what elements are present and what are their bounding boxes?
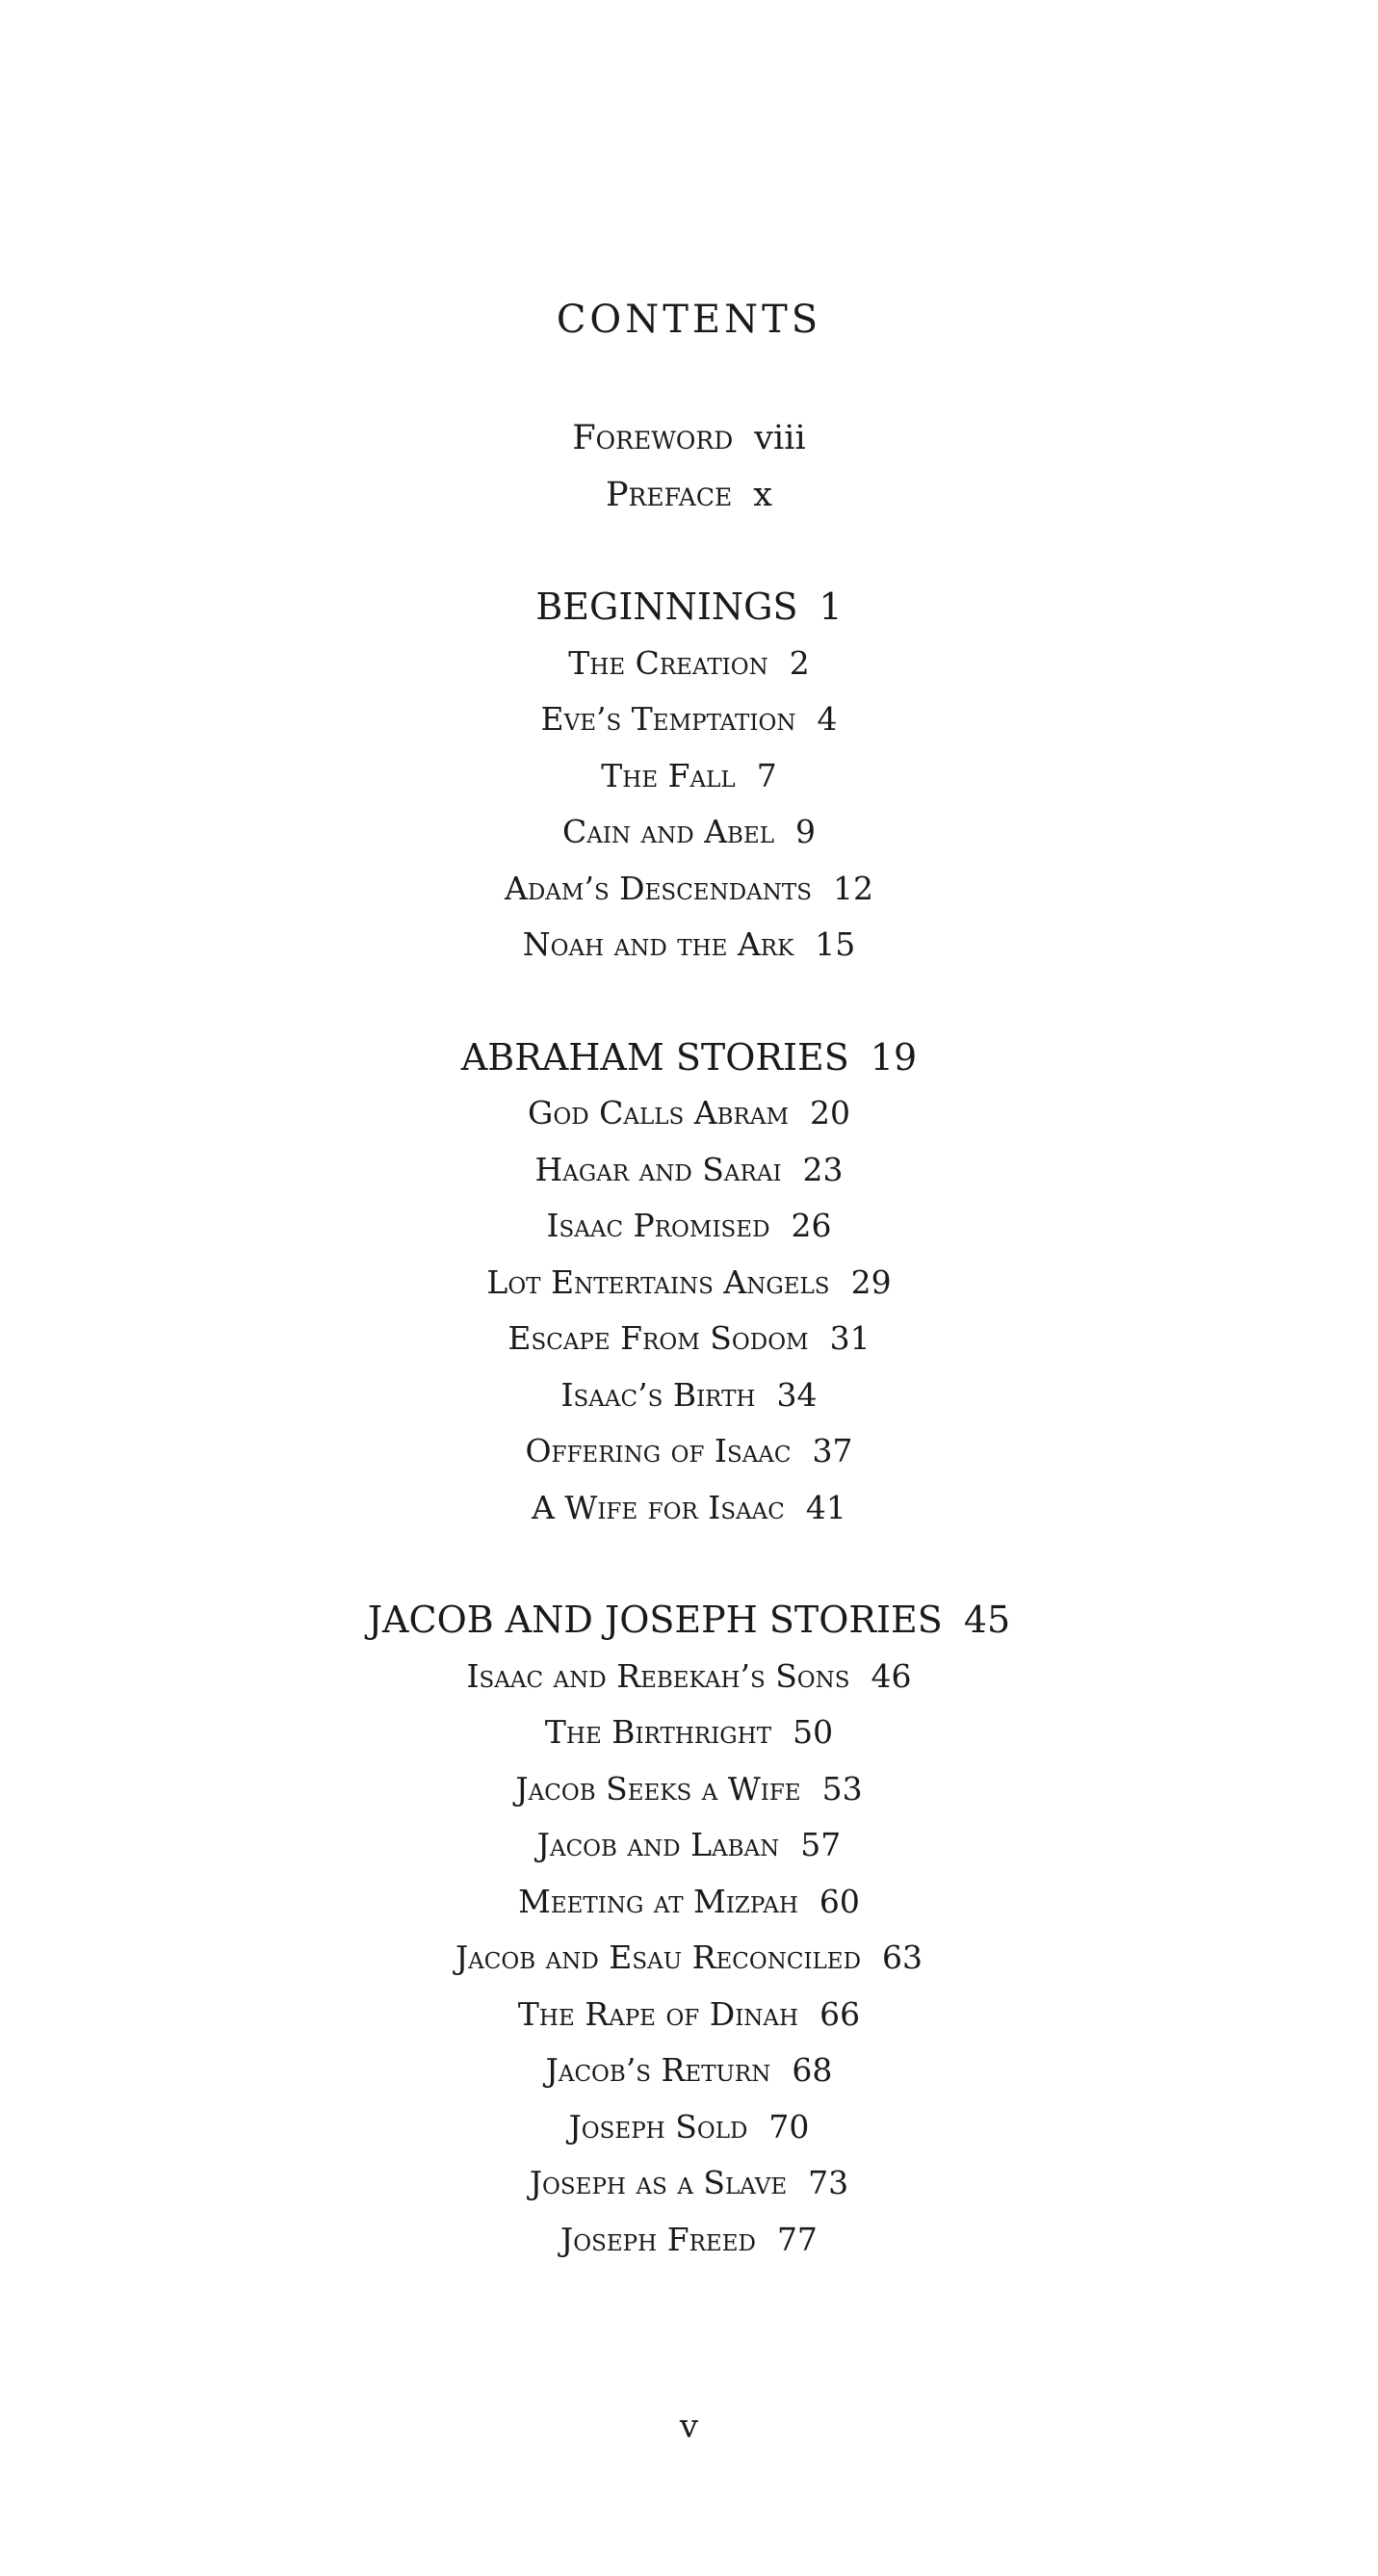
toc-entry[interactable]	[0, 2099, 1378, 2156]
toc-entry-page: 63	[882, 1939, 923, 1976]
toc-entry-title: Lot Entertains Angels	[486, 1262, 830, 1301]
toc-entry[interactable]	[0, 1987, 1378, 2043]
toc-entry[interactable]	[0, 1255, 1378, 1312]
toc-part-beginnings[interactable]	[0, 579, 1378, 636]
toc-entry[interactable]	[0, 691, 1378, 748]
toc-entry-title: The Fall	[601, 756, 736, 794]
toc-entry-title: Jacob’s Return	[545, 2051, 771, 2089]
toc-entry-preface[interactable]	[0, 467, 1378, 524]
toc-entry[interactable]	[0, 1311, 1378, 1367]
toc-entry[interactable]	[0, 2155, 1378, 2212]
table-of-contents	[0, 410, 1378, 2268]
toc-entry-page: 37	[812, 1432, 853, 1470]
toc-part-title: ABRAHAM STORIES	[460, 1035, 849, 1079]
page-number: v	[679, 2407, 699, 2446]
toc-part-title: BEGINNINGS	[535, 585, 798, 628]
toc-entry[interactable]	[0, 2043, 1378, 2099]
toc-entry-title: The Creation	[568, 643, 768, 682]
toc-entry-title: Joseph Sold	[568, 2107, 748, 2146]
toc-entry[interactable]	[0, 917, 1378, 974]
toc-entry-title: A Wife for Isaac	[532, 1488, 785, 1526]
toc-entry[interactable]	[0, 804, 1378, 861]
toc-entry-title: Isaac and Rebekah’s Sons	[466, 1656, 850, 1695]
toc-entry-page: 60	[819, 1882, 860, 1920]
toc-part-abraham-stories[interactable]	[0, 1029, 1378, 1086]
toc-entry[interactable]	[0, 1085, 1378, 1142]
toc-part-page: 1	[819, 585, 843, 628]
toc-entry[interactable]	[0, 1704, 1378, 1761]
toc-entry-page: 57	[800, 1826, 842, 1863]
page-title: CONTENTS	[556, 298, 822, 342]
toc-entry-page: 20	[810, 1094, 850, 1132]
toc-entry-page: 68	[792, 2051, 833, 2089]
toc-entry-title: God Calls Abram	[527, 1094, 789, 1132]
toc-entry-title: Isaac’s Birth	[560, 1375, 756, 1414]
toc-entry[interactable]	[0, 1367, 1378, 1424]
toc-entry-title: Preface	[606, 475, 733, 514]
toc-entry-page: 23	[802, 1150, 844, 1188]
toc-entry-title: Adam’s Descendants	[505, 869, 812, 907]
toc-entry-title: Meeting at Mizpah	[518, 1882, 798, 1920]
toc-entry-title: Foreword	[572, 419, 734, 457]
toc-part-jacob-and-joseph-stories[interactable]	[0, 1592, 1378, 1649]
toc-entry[interactable]	[0, 1817, 1378, 1874]
toc-entry-page: 31	[829, 1319, 871, 1357]
toc-entry-title: The Birthright	[544, 1713, 772, 1751]
toc-entry-page: 46	[871, 1656, 912, 1695]
toc-entry-title: Jacob and Laban	[536, 1826, 780, 1863]
toc-entry-foreword[interactable]	[0, 410, 1378, 467]
toc-entry-page: 29	[850, 1262, 892, 1301]
toc-entry[interactable]	[0, 2212, 1378, 2269]
toc-entry-page: 50	[793, 1713, 834, 1751]
toc-entry-title: Cain and Abel	[561, 813, 775, 850]
toc-entry[interactable]	[0, 1874, 1378, 1931]
toc-entry[interactable]	[0, 861, 1378, 918]
toc-entry-page: 41	[805, 1488, 846, 1526]
toc-entry-page: 4	[817, 700, 838, 738]
toc-entry-title: Joseph Freed	[560, 2220, 756, 2258]
toc-entry[interactable]	[0, 1142, 1378, 1199]
toc-entry-page: 2	[789, 643, 810, 682]
toc-entry[interactable]	[0, 1423, 1378, 1480]
toc-entry-page: 66	[819, 1994, 861, 2033]
toc-entry-page: viii	[754, 419, 806, 457]
toc-entry-title: The Rape of Dinah	[517, 1994, 799, 2033]
toc-entry-title: Jacob and Esau Reconciled	[455, 1939, 862, 1976]
toc-entry-title: Joseph as a Slave	[529, 2164, 788, 2201]
toc-entry-title: Jacob Seeks a Wife	[515, 1769, 801, 1808]
toc-entry-page: x	[753, 475, 772, 514]
toc-entry[interactable]	[0, 1761, 1378, 1818]
toc-entry-page: 77	[776, 2220, 818, 2258]
toc-part-page: 19	[870, 1035, 918, 1079]
toc-entry-page: 7	[756, 756, 777, 794]
toc-entry-title: Noah and the Ark	[522, 925, 794, 963]
toc-entry-page: 9	[795, 813, 817, 850]
toc-entry-title: Isaac Promised	[546, 1207, 770, 1244]
toc-entry[interactable]	[0, 1480, 1378, 1537]
toc-entry[interactable]	[0, 636, 1378, 692]
toc-part-page: 45	[963, 1599, 1011, 1641]
toc-entry-page: 73	[808, 2164, 849, 2201]
toc-part-title: JACOB AND JOSEPH STORIES	[367, 1599, 943, 1641]
toc-entry-title: Offering of Isaac	[525, 1432, 792, 1470]
toc-entry-page: 26	[791, 1207, 832, 1244]
toc-entry-page: 12	[832, 869, 873, 907]
toc-entry[interactable]	[0, 1649, 1378, 1705]
toc-entry-title: Hagar and Sarai	[534, 1150, 782, 1188]
toc-entry[interactable]	[0, 1930, 1378, 1987]
toc-entry-page: 70	[768, 2107, 810, 2146]
toc-entry[interactable]	[0, 748, 1378, 805]
toc-entry-title: Escape From Sodom	[507, 1319, 809, 1357]
toc-entry-page: 53	[821, 1769, 863, 1808]
toc-entry-page: 15	[815, 925, 856, 963]
toc-entry-title: Eve’s Temptation	[540, 700, 796, 738]
toc-entry-page: 34	[776, 1375, 818, 1414]
toc-entry[interactable]	[0, 1198, 1378, 1255]
